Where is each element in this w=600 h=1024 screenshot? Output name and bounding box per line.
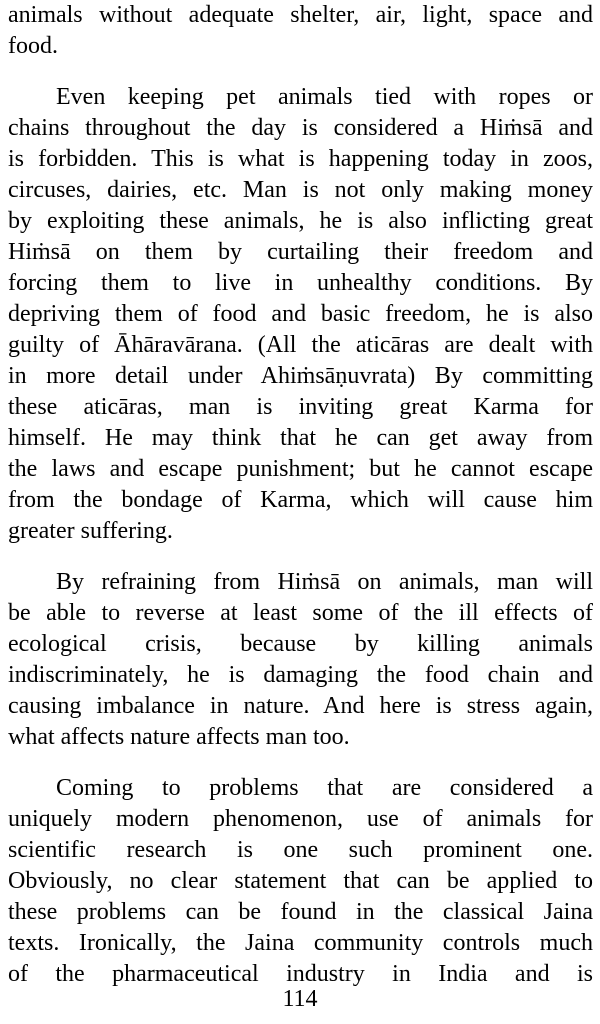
text-line: indiscriminately, he is damaging the food chain and — [8, 662, 593, 688]
text-line: these problems can be found in the classical Jaina — [8, 899, 593, 925]
text-line: circuses, dairies, etc. Man is not only making money — [8, 177, 593, 203]
text-line: guilty of Āhāravārana. (All the aticāras are dealt with — [8, 332, 593, 358]
text-line: himself. He may think that he can get away from — [8, 425, 593, 451]
text-line: by exploiting these animals, he is also inflicting great — [8, 208, 593, 234]
text-line: greater suffering. — [8, 518, 173, 544]
text-line: Even keeping pet animals tied with ropes or — [56, 84, 593, 110]
text-line: animals without adequate shelter, air, light, space and — [8, 2, 593, 28]
paragraph-gap — [8, 753, 593, 773]
text-line: By refraining from Hiṁsā on animals, man will — [56, 569, 593, 595]
paragraph-2 — [8, 82, 593, 547]
text-line: the laws and escape punishment; but he cannot escape — [8, 456, 593, 482]
text-line: Coming to problems that are considered a — [56, 775, 593, 801]
text-line: Obviously, no clear statement that can be applied to — [8, 868, 593, 894]
text-line: food. — [8, 33, 58, 59]
text-line: scientific research is one such prominent one. — [8, 837, 593, 863]
text-line: be able to reverse at least some of the ill effects of — [8, 600, 593, 626]
paragraph-1 — [8, 0, 593, 62]
text-line: ecological crisis, because by killing animals — [8, 631, 593, 657]
text-line: in more detail under Ahiṁsāṇuvrata) By committing — [8, 363, 593, 389]
page-number: 114 — [282, 986, 318, 1012]
text-line: causing imbalance in nature. And here is stress again, — [8, 693, 593, 719]
paragraph-gap — [8, 547, 593, 567]
text-line: forcing them to live in unhealthy conditions. By — [8, 270, 593, 296]
text-line: from the bondage of Karma, which will cause him — [8, 487, 593, 513]
text-line: is forbidden. This is what is happening today in zoos, — [8, 146, 593, 172]
text-line: of the pharmaceutical industry in India and is — [8, 961, 593, 987]
text-line: chains throughout the day is considered a Hiṁsā and — [8, 115, 593, 141]
text-line: Hiṁsā on them by curtailing their freedom and — [8, 239, 593, 265]
text-line: these aticāras, man is inviting great Karma for — [8, 394, 593, 420]
paragraph-3 — [8, 567, 593, 753]
text-line: texts. Ironically, the Jaina community controls much — [8, 930, 593, 956]
paragraph-4 — [8, 773, 593, 990]
paragraph-gap — [8, 62, 593, 82]
text-line: what affects nature affects man too. — [8, 724, 350, 750]
body-text — [8, 0, 593, 990]
text-line: uniquely modern phenomenon, use of animals for — [8, 806, 593, 832]
text-line: depriving them of food and basic freedom, he is also — [8, 301, 593, 327]
